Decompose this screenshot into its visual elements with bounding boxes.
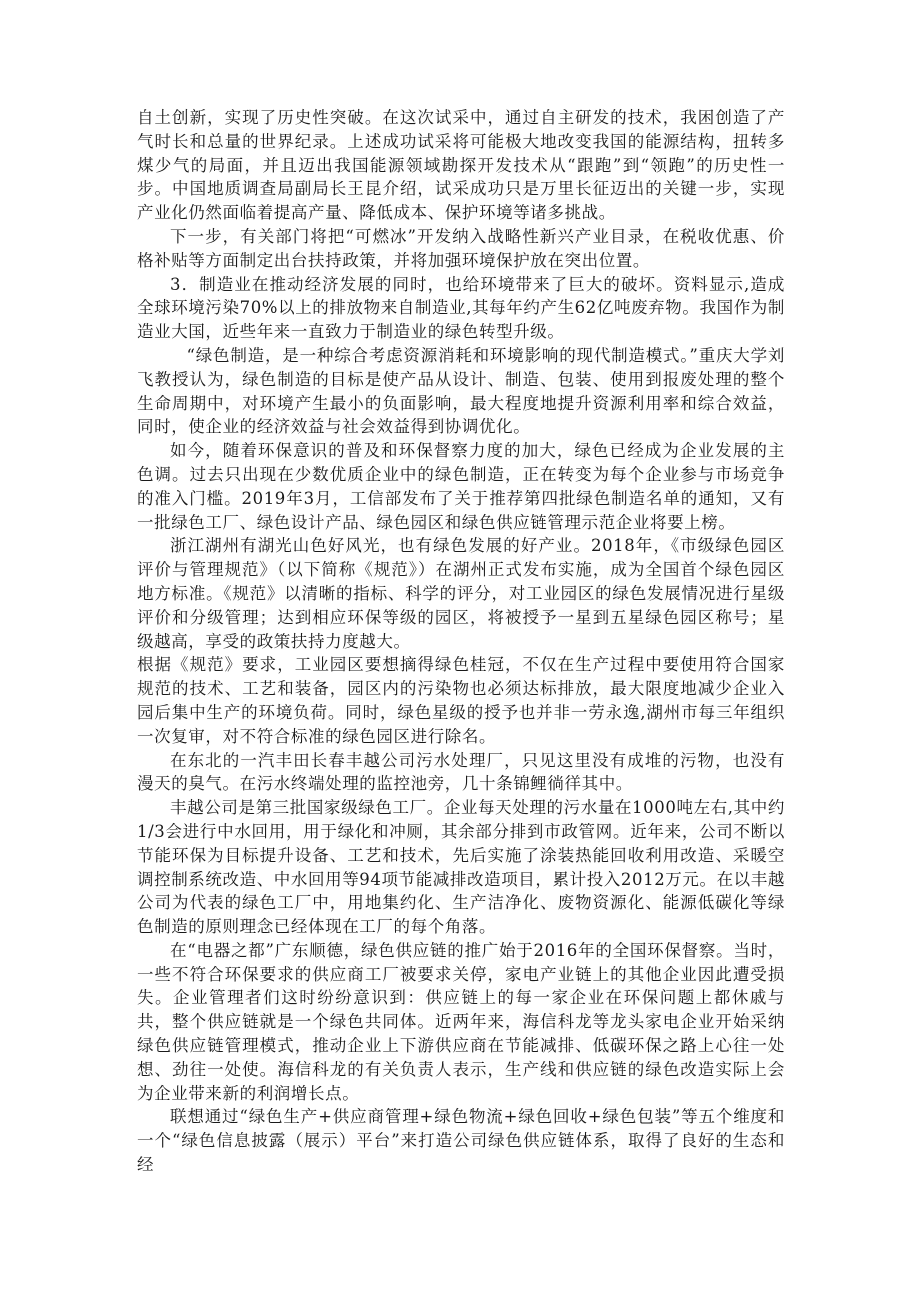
paragraph-huzhou: 浙江湖州有湖光山色好风光，也有绿色发展的好产业。2018年，《市级绿色园区评价与管理规范》（以下简称《规范》）在湖州正式发布实施，成为全国首个绿色园区地方标准。《规范》以清晰的指标、科学的评分，对工业园区的绿色发展情况进行星级评价和分级管理；达到相应环保等级的园区，将被授予一星到五星绿色园区称号；星级越高，享受的政策扶持力度越大。	[137, 536, 785, 651]
paragraph-section-3: 3．制造业在推动经济发展的同时，也给环境带来了巨大的破坏。资料显示,造成全球环境污染70%以上的排放物来自制造业,其每年约产生62亿吨废弃物。我国作为制造业大国，近些年来一直致力于制造业的绿色转型升级。	[137, 274, 785, 342]
document-page	[137, 106, 785, 1177]
paragraph-shunde-supply-chain: 在“电器之都”广东顺德，绿色供应链的推广始于2016年的全国环保督察。当时，一些不符合环保要求的供应商工厂被要求关停，家电产业链上的其他企业因此遭受损失。企业管理者们这时纷纷意识到：供应链上的每一家企业在环保问题上都休戚与共，整个供应链就是一个绿色共同体。近两年来，海信科龙等龙头家电企业开始采纳绿色供应链管理模式，推动企业上下游供应商在节能减排、低碳环保之路上心往一处想、劲往一处使。海信科龙的有关负责人表示，生产线和供应链的绿色改造实际上会为企业带来新的利润增长点。	[137, 940, 785, 1103]
paragraph-green-main-color: 如今，随着环保意识的普及和环保督察力度的加大，绿色已经成为企业发展的主色调。过去只出现在少数优质企业中的绿色制造，正在转变为每个企业参与市场竞争的准入门槛。2019年3月，工信部发布了关于推荐第四批绿色制造名单的通知，又有一批绿色工厂、绿色设计产品、绿色园区和绿色供应链管理示范企业将要上榜。	[137, 441, 785, 532]
paragraph-standard-requirements: 根据《规范》要求，工业园区要想摘得绿色桂冠，不仅在生产过程中要使用符合国家规范的技术、工艺和装备，园区内的污染物也必须达标排放，最大限度地减少企业入园后集中生产的环境负荷。同时，绿色星级的授予也并非一劳永逸,湖州市每三年组织一次复审，对不符合标准的绿色园区进行除名。	[137, 655, 785, 746]
paragraph-lenovo: 联想通过“绿色生产+供应商管理+绿色物流+绿色回收+绿色包装”等五个维度和一个“绿色信息披露（展示）平台”来打造公司绿色供应链体系，取得了良好的生态和经	[137, 1107, 785, 1175]
paragraph-fengyue-green-factory: 丰越公司是第三批国家级绿色工厂。企业每天处理的污水量在1000吨左右,其中约1/3会进行中水回用，用于绿化和冲厕，其余部分排到市政管网。近年来，公司不断以节能环保为目标提升设备、工艺和技术，先后实施了涂装热能回收利用改造、采暖空调控制系统改造、中水回用等94项节能减排改造项目，累计投入2012万元。在以丰越公司为代表的绿色工厂中，用地集约化、生产洁净化、废物资源化、能源低碳化等绿色制造的原则理念已经体现在工厂的每个角落。	[137, 798, 785, 937]
paragraph-continuation: 自土创新，实现了历史性突破。在这次试采中，通过自主研发的技术，我困创造了产气时长和总量的世界纪录。上述成功试采将可能极大地改变我国的能源结构，扭转多煤少气的局面，并且迈出我国能源领域勘探开发技术从“跟跑”到“领跑”的历史性一步。中国地质调查局副局长王昆介绍，试采成功只是万里长征迈出的关键一步，实现产业化仍然面临着提高产量、降低成本、保护环境等诸多挑战。	[137, 108, 785, 223]
paragraph-fengyue-wastewater: 在东北的一汽丰田长春丰越公司污水处理厂，只见这里没有成堆的污物，也没有漫天的臭气。在污水终端处理的监控池旁，几十条锦鲤徜徉其中。	[137, 750, 785, 794]
paragraph-next-steps: 下一步，有关部门将把“可燃冰”开发纳入战略性新兴产业目录，在税收优惠、价格补贴等方面制定出台扶持政策，并将加强环境保护放在突出位置。	[137, 226, 785, 270]
paragraph-green-manufacturing-quote: “绿色制造，是一种综合考虑资源消耗和环境影响的现代制造模式。”重庆大学刘飞教授认为，绿色制造的目标是使产品从设计、制造、包装、使用到报废处理的整个生命周期中，对环境产生最小的负面影响，最大程度地提升资源利用率和综合效益，同时，使企业的经济效益与社会效益得到协调优化。	[137, 345, 785, 437]
